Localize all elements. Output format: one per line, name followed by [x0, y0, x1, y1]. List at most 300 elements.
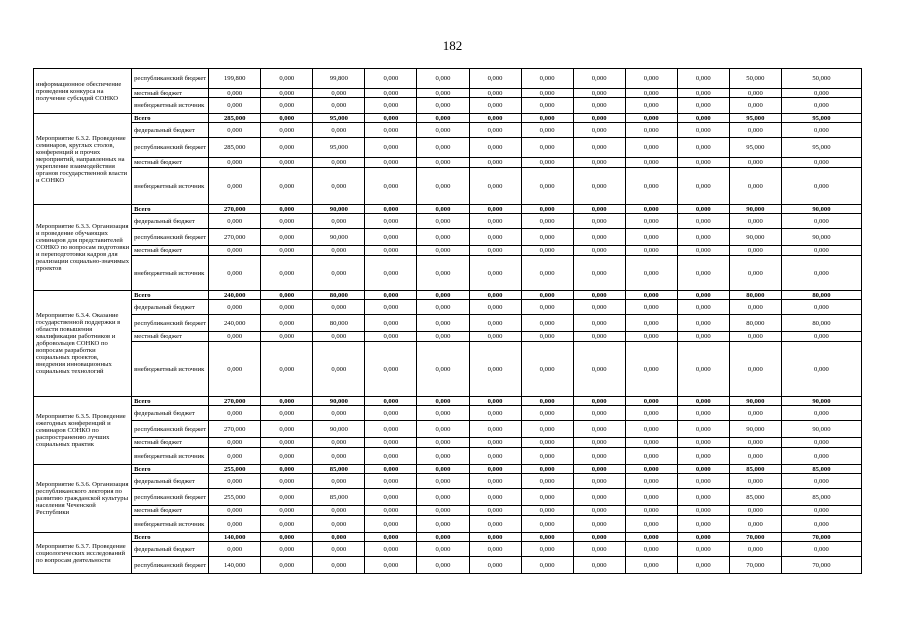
value-cell: 0,000 [521, 205, 573, 214]
value-cell: 0,000 [417, 98, 469, 114]
value-cell: 0,000 [521, 138, 573, 158]
value-cell: 0,000 [573, 256, 625, 291]
value-cell: 0,000 [573, 542, 625, 557]
value-cell: 0,000 [365, 114, 417, 123]
value-cell: 0,000 [469, 205, 521, 214]
value-cell: 0,000 [729, 516, 781, 533]
funding-source-cell: республиканский бюджет [132, 557, 209, 574]
value-cell: 0,000 [313, 506, 365, 516]
value-cell: 90,000 [729, 205, 781, 214]
table-row [34, 89, 862, 98]
funding-source-cell: республиканский бюджет [132, 138, 209, 158]
value-cell: 0,000 [521, 448, 573, 465]
value-cell: 0,000 [677, 448, 729, 465]
funding-source-cell: федеральный бюджет [132, 542, 209, 557]
value-cell: 0,000 [365, 205, 417, 214]
funding-source-cell: федеральный бюджет [132, 214, 209, 229]
value-cell: 90,000 [781, 229, 861, 246]
value-cell: 0,000 [625, 448, 677, 465]
value-cell: 0,000 [573, 474, 625, 489]
activity-cell: Мероприятие 6.3.3. Организация и проведение обучающих семинаров для представителей СОНКО по вопросам подготовки и переподготовки кадров для реализации социально-значимых проектов [34, 205, 132, 291]
value-cell: 0,000 [625, 397, 677, 406]
value-cell: 90,000 [313, 397, 365, 406]
value-cell: 0,000 [573, 89, 625, 98]
table-row [34, 229, 862, 246]
table-row [34, 300, 862, 315]
value-cell: 80,000 [729, 315, 781, 332]
total-cell: 0,000 [209, 542, 261, 557]
table-row [34, 214, 862, 229]
value-cell: 0,000 [573, 315, 625, 332]
value-cell: 0,000 [625, 557, 677, 574]
value-cell: 0,000 [313, 214, 365, 229]
value-cell: 0,000 [365, 557, 417, 574]
value-cell: 0,000 [781, 89, 861, 98]
value-cell: 85,000 [781, 489, 861, 506]
value-cell: 0,000 [521, 291, 573, 300]
total-cell: 0,000 [209, 214, 261, 229]
value-cell: 0,000 [625, 89, 677, 98]
value-cell: 0,000 [625, 533, 677, 542]
total-cell: 285,000 [209, 114, 261, 123]
value-cell: 0,000 [261, 114, 313, 123]
total-cell: 199,800 [209, 69, 261, 89]
value-cell: 0,000 [261, 342, 313, 397]
value-cell: 0,000 [313, 256, 365, 291]
value-cell: 0,000 [573, 114, 625, 123]
value-cell: 0,000 [781, 256, 861, 291]
value-cell: 0,000 [365, 300, 417, 315]
value-cell: 0,000 [573, 123, 625, 138]
value-cell: 0,000 [365, 315, 417, 332]
value-cell: 90,000 [313, 421, 365, 438]
value-cell: 0,000 [261, 406, 313, 421]
value-cell: 0,000 [781, 542, 861, 557]
total-cell: 270,000 [209, 205, 261, 214]
total-cell: 140,000 [209, 533, 261, 542]
funding-source-cell: федеральный бюджет [132, 406, 209, 421]
value-cell: 0,000 [313, 448, 365, 465]
value-cell: 0,000 [313, 246, 365, 256]
value-cell: 0,000 [521, 516, 573, 533]
value-cell: 0,000 [469, 214, 521, 229]
value-cell: 90,000 [313, 205, 365, 214]
value-cell: 0,000 [365, 89, 417, 98]
value-cell: 0,000 [313, 89, 365, 98]
value-cell: 0,000 [417, 123, 469, 138]
value-cell: 0,000 [625, 138, 677, 158]
value-cell: 0,000 [677, 397, 729, 406]
value-cell: 0,000 [469, 438, 521, 448]
value-cell: 0,000 [469, 98, 521, 114]
value-cell: 90,000 [781, 421, 861, 438]
value-cell: 0,000 [261, 300, 313, 315]
value-cell: 0,000 [677, 123, 729, 138]
value-cell: 0,000 [573, 69, 625, 89]
value-cell: 0,000 [521, 246, 573, 256]
total-cell: 240,000 [209, 291, 261, 300]
total-cell: 0,000 [209, 246, 261, 256]
table-row [34, 421, 862, 438]
value-cell: 0,000 [625, 506, 677, 516]
value-cell: 0,000 [313, 98, 365, 114]
funding-source-cell: местный бюджет [132, 246, 209, 256]
value-cell: 0,000 [781, 158, 861, 168]
value-cell: 0,000 [313, 406, 365, 421]
table-row [34, 69, 862, 89]
value-cell: 0,000 [521, 114, 573, 123]
value-cell: 0,000 [365, 138, 417, 158]
value-cell: 0,000 [677, 214, 729, 229]
value-cell: 0,000 [261, 246, 313, 256]
funding-source-cell: местный бюджет [132, 332, 209, 342]
value-cell: 0,000 [625, 406, 677, 421]
value-cell: 0,000 [469, 300, 521, 315]
value-cell: 0,000 [365, 406, 417, 421]
value-cell: 0,000 [417, 138, 469, 158]
value-cell: 0,000 [677, 138, 729, 158]
funding-source-cell: республиканский бюджет [132, 69, 209, 89]
value-cell: 0,000 [781, 168, 861, 205]
value-cell: 0,000 [261, 533, 313, 542]
value-cell: 80,000 [313, 291, 365, 300]
funding-source-cell: Всего [132, 114, 209, 123]
funding-source-cell: внебюджетный источник [132, 98, 209, 114]
value-cell: 0,000 [729, 246, 781, 256]
value-cell: 0,000 [677, 557, 729, 574]
value-cell: 0,000 [365, 506, 417, 516]
value-cell: 0,000 [521, 229, 573, 246]
value-cell: 0,000 [365, 489, 417, 506]
value-cell: 95,000 [313, 138, 365, 158]
value-cell: 0,000 [261, 256, 313, 291]
value-cell: 0,000 [469, 138, 521, 158]
value-cell: 0,000 [521, 98, 573, 114]
value-cell: 0,000 [261, 315, 313, 332]
value-cell: 0,000 [625, 168, 677, 205]
value-cell: 0,000 [573, 448, 625, 465]
total-cell: 0,000 [209, 89, 261, 98]
value-cell: 0,000 [469, 315, 521, 332]
value-cell: 0,000 [365, 438, 417, 448]
value-cell: 0,000 [365, 474, 417, 489]
value-cell: 0,000 [625, 342, 677, 397]
total-cell: 0,000 [209, 300, 261, 315]
value-cell: 0,000 [469, 291, 521, 300]
value-cell: 0,000 [677, 406, 729, 421]
value-cell: 0,000 [469, 474, 521, 489]
table-row [34, 138, 862, 158]
value-cell: 0,000 [521, 256, 573, 291]
funding-source-cell: местный бюджет [132, 89, 209, 98]
value-cell: 0,000 [313, 158, 365, 168]
table-row [34, 406, 862, 421]
value-cell: 0,000 [781, 332, 861, 342]
value-cell: 0,000 [625, 205, 677, 214]
value-cell: 0,000 [365, 256, 417, 291]
value-cell: 0,000 [573, 533, 625, 542]
table-row [34, 256, 862, 291]
total-cell: 0,000 [209, 474, 261, 489]
table-row [34, 315, 862, 332]
table-row [34, 246, 862, 256]
value-cell: 0,000 [573, 516, 625, 533]
value-cell: 0,000 [261, 438, 313, 448]
value-cell: 0,000 [521, 123, 573, 138]
value-cell: 0,000 [365, 168, 417, 205]
value-cell: 0,000 [417, 465, 469, 474]
funding-source-cell: внебюджетный источник [132, 256, 209, 291]
value-cell: 95,000 [781, 138, 861, 158]
table-row [34, 158, 862, 168]
value-cell: 0,000 [313, 168, 365, 205]
funding-source-cell: внебюджетный источник [132, 516, 209, 533]
value-cell: 50,000 [729, 69, 781, 89]
value-cell: 0,000 [469, 448, 521, 465]
value-cell: 0,000 [261, 123, 313, 138]
value-cell: 0,000 [417, 214, 469, 229]
value-cell: 90,000 [313, 229, 365, 246]
funding-source-cell: Всего [132, 291, 209, 300]
value-cell: 0,000 [365, 342, 417, 397]
value-cell: 0,000 [521, 89, 573, 98]
value-cell: 0,000 [729, 256, 781, 291]
value-cell: 95,000 [781, 114, 861, 123]
value-cell: 0,000 [625, 214, 677, 229]
value-cell: 80,000 [729, 291, 781, 300]
table-row [34, 533, 862, 542]
value-cell: 0,000 [469, 506, 521, 516]
value-cell: 0,000 [313, 557, 365, 574]
value-cell: 0,000 [365, 533, 417, 542]
value-cell: 0,000 [469, 123, 521, 138]
funding-source-cell: республиканский бюджет [132, 489, 209, 506]
value-cell: 0,000 [521, 300, 573, 315]
value-cell: 0,000 [417, 516, 469, 533]
value-cell: 0,000 [521, 342, 573, 397]
table-row [34, 506, 862, 516]
value-cell: 0,000 [677, 205, 729, 214]
value-cell: 85,000 [313, 465, 365, 474]
total-cell: 0,000 [209, 506, 261, 516]
value-cell: 0,000 [729, 438, 781, 448]
value-cell: 0,000 [781, 98, 861, 114]
value-cell: 0,000 [469, 256, 521, 291]
value-cell: 0,000 [417, 406, 469, 421]
value-cell: 0,000 [781, 506, 861, 516]
value-cell: 0,000 [677, 474, 729, 489]
table-row [34, 98, 862, 114]
total-cell: 0,000 [209, 332, 261, 342]
value-cell: 0,000 [625, 98, 677, 114]
value-cell: 0,000 [365, 448, 417, 465]
total-cell: 240,000 [209, 315, 261, 332]
value-cell: 0,000 [781, 214, 861, 229]
table-row [34, 342, 862, 397]
table-row [34, 557, 862, 574]
value-cell: 0,000 [781, 516, 861, 533]
total-cell: 0,000 [209, 123, 261, 138]
value-cell: 0,000 [677, 438, 729, 448]
value-cell: 0,000 [417, 229, 469, 246]
value-cell: 0,000 [365, 397, 417, 406]
value-cell: 0,000 [573, 138, 625, 158]
value-cell: 0,000 [573, 438, 625, 448]
table-row [34, 542, 862, 557]
value-cell: 0,000 [365, 246, 417, 256]
total-cell: 0,000 [209, 168, 261, 205]
value-cell: 0,000 [417, 448, 469, 465]
value-cell: 0,000 [417, 168, 469, 205]
value-cell: 0,000 [261, 397, 313, 406]
value-cell: 0,000 [625, 332, 677, 342]
activity-cell: Мероприятие 6.3.7. Проведение социологических исследований по вопросам деятельности [34, 533, 132, 574]
value-cell: 0,000 [261, 69, 313, 89]
value-cell: 0,000 [521, 397, 573, 406]
funding-source-cell: федеральный бюджет [132, 300, 209, 315]
value-cell: 0,000 [313, 300, 365, 315]
table-row [34, 474, 862, 489]
value-cell: 0,000 [469, 516, 521, 533]
value-cell: 0,000 [521, 315, 573, 332]
value-cell: 0,000 [521, 438, 573, 448]
value-cell: 0,000 [729, 214, 781, 229]
value-cell: 0,000 [521, 533, 573, 542]
value-cell: 0,000 [417, 300, 469, 315]
value-cell: 0,000 [261, 89, 313, 98]
value-cell: 0,000 [573, 300, 625, 315]
value-cell: 0,000 [677, 114, 729, 123]
value-cell: 90,000 [729, 397, 781, 406]
value-cell: 0,000 [365, 332, 417, 342]
value-cell: 0,000 [261, 229, 313, 246]
funding-source-cell: местный бюджет [132, 438, 209, 448]
value-cell: 0,000 [677, 516, 729, 533]
activity-cell: Мероприятие 6.3.5. Проведение ежегодных конференций и семинаров СОНКО по распространению лучших социальных практик [34, 397, 132, 465]
value-cell: 0,000 [417, 421, 469, 438]
value-cell: 0,000 [625, 69, 677, 89]
value-cell: 0,000 [729, 332, 781, 342]
total-cell: 0,000 [209, 406, 261, 421]
value-cell: 0,000 [677, 542, 729, 557]
funding-source-cell: внебюджетный источник [132, 168, 209, 205]
table-row [34, 489, 862, 506]
value-cell: 0,000 [261, 214, 313, 229]
value-cell: 0,000 [573, 214, 625, 229]
value-cell: 0,000 [365, 465, 417, 474]
total-cell: 0,000 [209, 342, 261, 397]
value-cell: 0,000 [625, 542, 677, 557]
value-cell: 0,000 [417, 205, 469, 214]
value-cell: 0,000 [521, 542, 573, 557]
value-cell: 70,000 [729, 557, 781, 574]
value-cell: 0,000 [729, 98, 781, 114]
value-cell: 0,000 [521, 421, 573, 438]
funding-source-cell: внебюджетный источник [132, 342, 209, 397]
value-cell: 0,000 [417, 256, 469, 291]
value-cell: 0,000 [573, 168, 625, 205]
value-cell: 0,000 [365, 158, 417, 168]
value-cell: 0,000 [469, 168, 521, 205]
value-cell: 0,000 [677, 246, 729, 256]
value-cell: 0,000 [729, 168, 781, 205]
value-cell: 0,000 [469, 406, 521, 421]
table-row [34, 516, 862, 533]
value-cell: 0,000 [469, 533, 521, 542]
value-cell: 0,000 [729, 506, 781, 516]
value-cell: 0,000 [417, 342, 469, 397]
value-cell: 0,000 [781, 438, 861, 448]
funding-source-cell: федеральный бюджет [132, 123, 209, 138]
value-cell: 0,000 [417, 332, 469, 342]
value-cell: 70,000 [729, 533, 781, 542]
value-cell: 0,000 [261, 332, 313, 342]
funding-source-cell: внебюджетный источник [132, 448, 209, 465]
value-cell: 0,000 [729, 406, 781, 421]
value-cell: 0,000 [781, 300, 861, 315]
value-cell: 0,000 [573, 406, 625, 421]
total-cell: 285,000 [209, 138, 261, 158]
value-cell: 85,000 [781, 465, 861, 474]
value-cell: 0,000 [261, 448, 313, 465]
value-cell: 0,000 [677, 533, 729, 542]
value-cell: 0,000 [573, 557, 625, 574]
value-cell: 0,000 [729, 158, 781, 168]
value-cell: 90,000 [729, 229, 781, 246]
value-cell: 0,000 [573, 205, 625, 214]
value-cell: 0,000 [677, 332, 729, 342]
funding-source-cell: федеральный бюджет [132, 474, 209, 489]
value-cell: 0,000 [417, 69, 469, 89]
value-cell: 0,000 [521, 69, 573, 89]
value-cell: 0,000 [625, 474, 677, 489]
value-cell: 0,000 [677, 489, 729, 506]
value-cell: 0,000 [261, 516, 313, 533]
value-cell: 0,000 [521, 506, 573, 516]
value-cell: 0,000 [365, 123, 417, 138]
value-cell: 0,000 [781, 406, 861, 421]
value-cell: 0,000 [469, 465, 521, 474]
value-cell: 0,000 [313, 438, 365, 448]
value-cell: 0,000 [677, 465, 729, 474]
value-cell: 0,000 [677, 421, 729, 438]
value-cell: 0,000 [521, 168, 573, 205]
value-cell: 0,000 [677, 89, 729, 98]
value-cell: 0,000 [729, 474, 781, 489]
value-cell: 0,000 [469, 89, 521, 98]
value-cell: 0,000 [469, 158, 521, 168]
activity-cell: информационное обеспечение проведения конкурса на получение субсидий СОНКО [34, 69, 132, 114]
value-cell: 0,000 [625, 300, 677, 315]
value-cell: 0,000 [417, 246, 469, 256]
funding-source-cell: республиканский бюджет [132, 229, 209, 246]
funding-source-cell: республиканский бюджет [132, 315, 209, 332]
value-cell: 50,000 [781, 69, 861, 89]
value-cell: 0,000 [521, 158, 573, 168]
page-number: 182 [442, 38, 463, 53]
value-cell: 0,000 [573, 397, 625, 406]
value-cell: 0,000 [625, 123, 677, 138]
total-cell: 255,000 [209, 465, 261, 474]
table-row [34, 168, 862, 205]
budget-table-body [34, 69, 862, 574]
value-cell: 0,000 [677, 158, 729, 168]
value-cell: 0,000 [417, 291, 469, 300]
value-cell: 0,000 [625, 291, 677, 300]
value-cell: 0,000 [677, 69, 729, 89]
value-cell: 0,000 [781, 448, 861, 465]
total-cell: 0,000 [209, 158, 261, 168]
